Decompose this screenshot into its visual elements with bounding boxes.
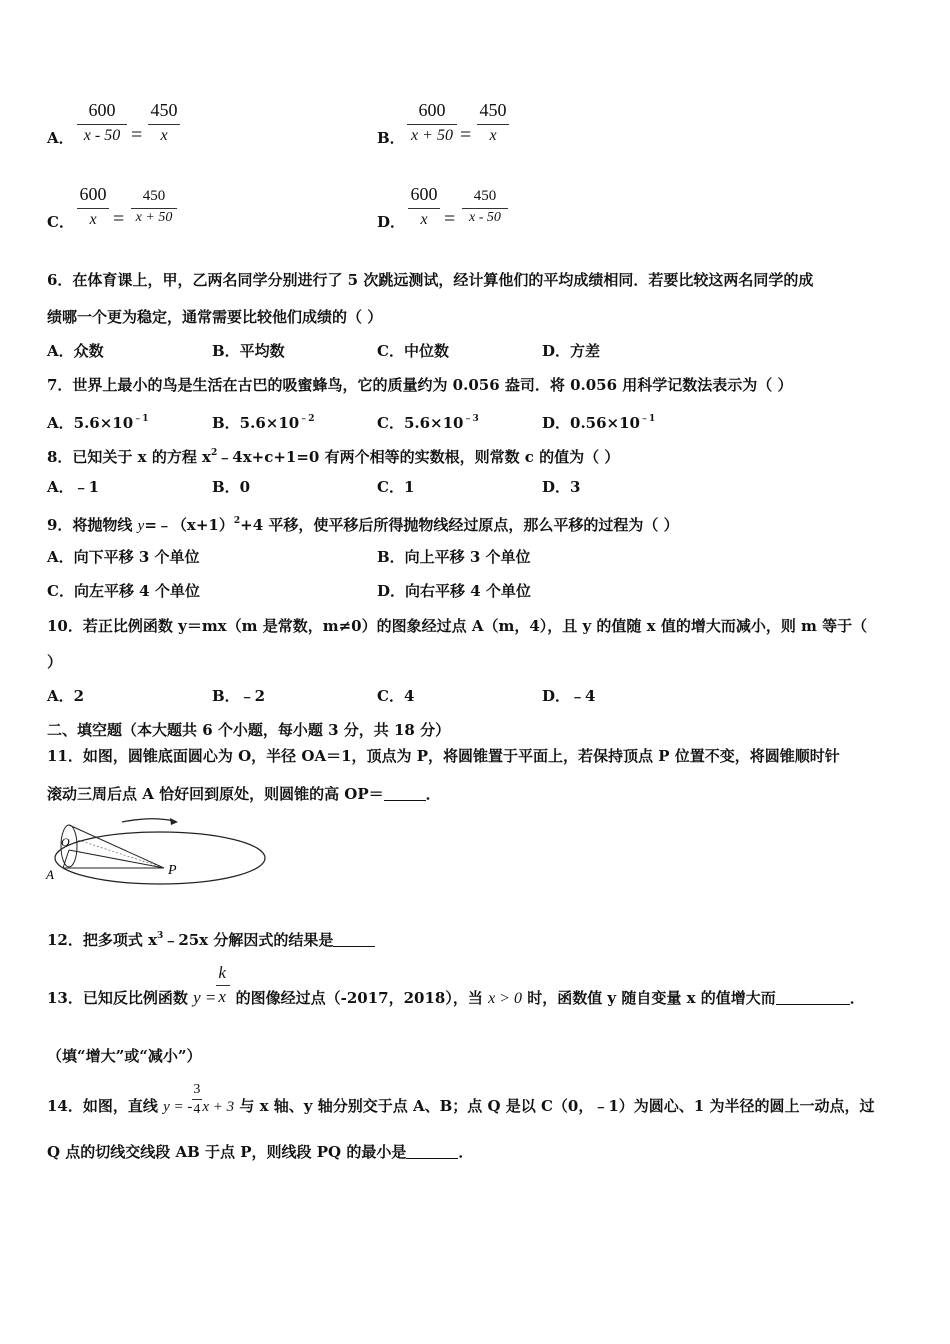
q5-b-label: B． (377, 129, 405, 147)
point-p-label: P (168, 863, 177, 878)
q10-option-c: C．4 (377, 687, 415, 705)
q7-option-c: C．$5.6\times 10^{﹣3}$ (377, 414, 479, 432)
q6-text-line1: 6．在体育课上，甲，乙两名同学分别进行了 5 次跳远测试，经计算他们的平均成绩相同．若要比较这两名同学的成 (47, 271, 814, 289)
point-a-label: A (46, 867, 54, 882)
q10-option-b: B．﹣2 (212, 687, 266, 705)
q14-text-line2: Q 点的切线交线段 AB 于点 P，则线段 PQ 的最小是 ． (47, 1143, 474, 1161)
q8-option-d: D．3 (542, 478, 581, 496)
q12-answer-blank (333, 932, 375, 947)
q5-b-fraction-left: 600 x + 50 (407, 100, 457, 150)
q7-option-a: A．$5.6\times 10^{﹣1}$ (47, 414, 149, 432)
q5-d-label: D． (377, 213, 406, 231)
q13-fraction: $\frac{k}{x}$ (216, 985, 230, 1005)
q9-option-a: A．向下平移 3 个单位 (47, 548, 200, 566)
point-o-label: O (61, 835, 70, 849)
q11-text-line1: 11．如图，圆锥底面圆心为 O，半径 OA＝1，顶点为 P，将圆锥置于平面上，若保持顶点 P 位置不变，将圆锥顺时针 (47, 747, 840, 765)
q7-option-d: D．$0.56\times 10^{﹣1}$ (542, 414, 656, 432)
q10-text-line1: 10．若正比例函数 y＝mx（m 是常数，m≠0）的图象经过点 A（m，4），且 y 的值随 x 值的增大而减小，则 m 等于（ (47, 617, 868, 635)
q6-option-a: A．众数 (47, 342, 104, 360)
q5-a-fraction-left: 600 x - 50 (77, 100, 127, 150)
q5-d-fraction-left: 600 x (408, 184, 440, 234)
q6-option-b: B．平均数 (212, 342, 285, 360)
q7-text: 7．世界上最小的鸟是生活在古巴的吸蜜蜂鸟，它的质量约为 0.056 盎司．将 0.056 用科学记数法表示为（ ） (47, 376, 793, 394)
q5-b-fraction-right: 450 x (477, 100, 509, 150)
q10-option-d: D．﹣4 (542, 687, 596, 705)
q13-hint: （填“增大”或“减小”） (47, 1047, 202, 1065)
rotation-arrow (122, 819, 174, 822)
q6-option-d: D．方差 (542, 342, 601, 360)
q14-text-line1: 14．如图，直线 y = - $\frac{3}{4}$ x + 3 与 x 轴、y 轴分别交于点 A、B；点 Q 是以 C（0，﹣1）为圆心、1 为半径的圆上一动点，过 (47, 1082, 875, 1117)
q5-c-fraction-right: 450 x + 50 (131, 188, 177, 234)
q8-option-c: C．1 (377, 478, 415, 496)
q11-text-line2: 滚动三周后点 A 恰好回到原处，则圆锥的高 OP＝ ． (47, 785, 441, 803)
q6-option-c: C．中位数 (377, 342, 449, 360)
q11-answer-blank (384, 786, 426, 801)
q9-text: 9．将抛物线 $y=﹣(x+1)^2+4$ 平移，使平移后所得抛物线经过原点，那么平移的过程为（ ） (47, 516, 679, 534)
q9-option-b: B．向上平移 3 个单位 (377, 548, 531, 566)
q8-option-a: A．﹣1 (47, 478, 100, 496)
rolling-path-ellipse (55, 832, 265, 884)
q5-a-label: A． (47, 129, 74, 147)
q9-option-c: C．向左平移 4 个单位 (47, 582, 200, 600)
section-heading: 二、填空题（本大题共 6 个小题，每小题 3 分，共 18 分） (47, 721, 451, 739)
q13-text: 13．已知反比例函数 y = $\frac{k}{x}$ 的图像经过点（-2017，2018），当 x > 0 时，函数值 y 随自变量 x 的值增大而 ． (47, 963, 865, 1007)
q14-fraction: $\frac{3}{4}$ (193, 1082, 201, 1117)
rotation-arrowhead (170, 818, 178, 825)
q10-option-a: A．2 (47, 687, 85, 705)
q9-option-d: D．向右平移 4 个单位 (377, 582, 531, 600)
q6-text-line2: 绩哪一个更为稳定，通常需要比较他们成绩的（ ） (47, 308, 383, 326)
q5-d-fraction-right: 450 x - 50 (462, 188, 508, 234)
q8-option-b: B．0 (212, 478, 251, 496)
q5-a-fraction-right: 450 x (148, 100, 180, 150)
q8-text: 8．已知关于 x 的方程 $x^2﹣4x+c+1=0$ 有两个相等的实数根，则常数 c 的值为（ ） (47, 448, 620, 466)
q13-answer-blank (776, 990, 850, 1005)
q7-option-b: B．$5.6\times 10^{﹣2}$ (212, 414, 315, 432)
q10-text-line2: ） (47, 653, 63, 671)
q12-text: 12．把多项式 $x^3﹣25x$ 分解因式的结果是 (47, 926, 375, 950)
cone-figure (44, 812, 270, 888)
q14-answer-blank (406, 1144, 458, 1159)
q5-c-fraction-left: 600 x (77, 184, 109, 234)
q5-c-label: C． (47, 213, 74, 231)
